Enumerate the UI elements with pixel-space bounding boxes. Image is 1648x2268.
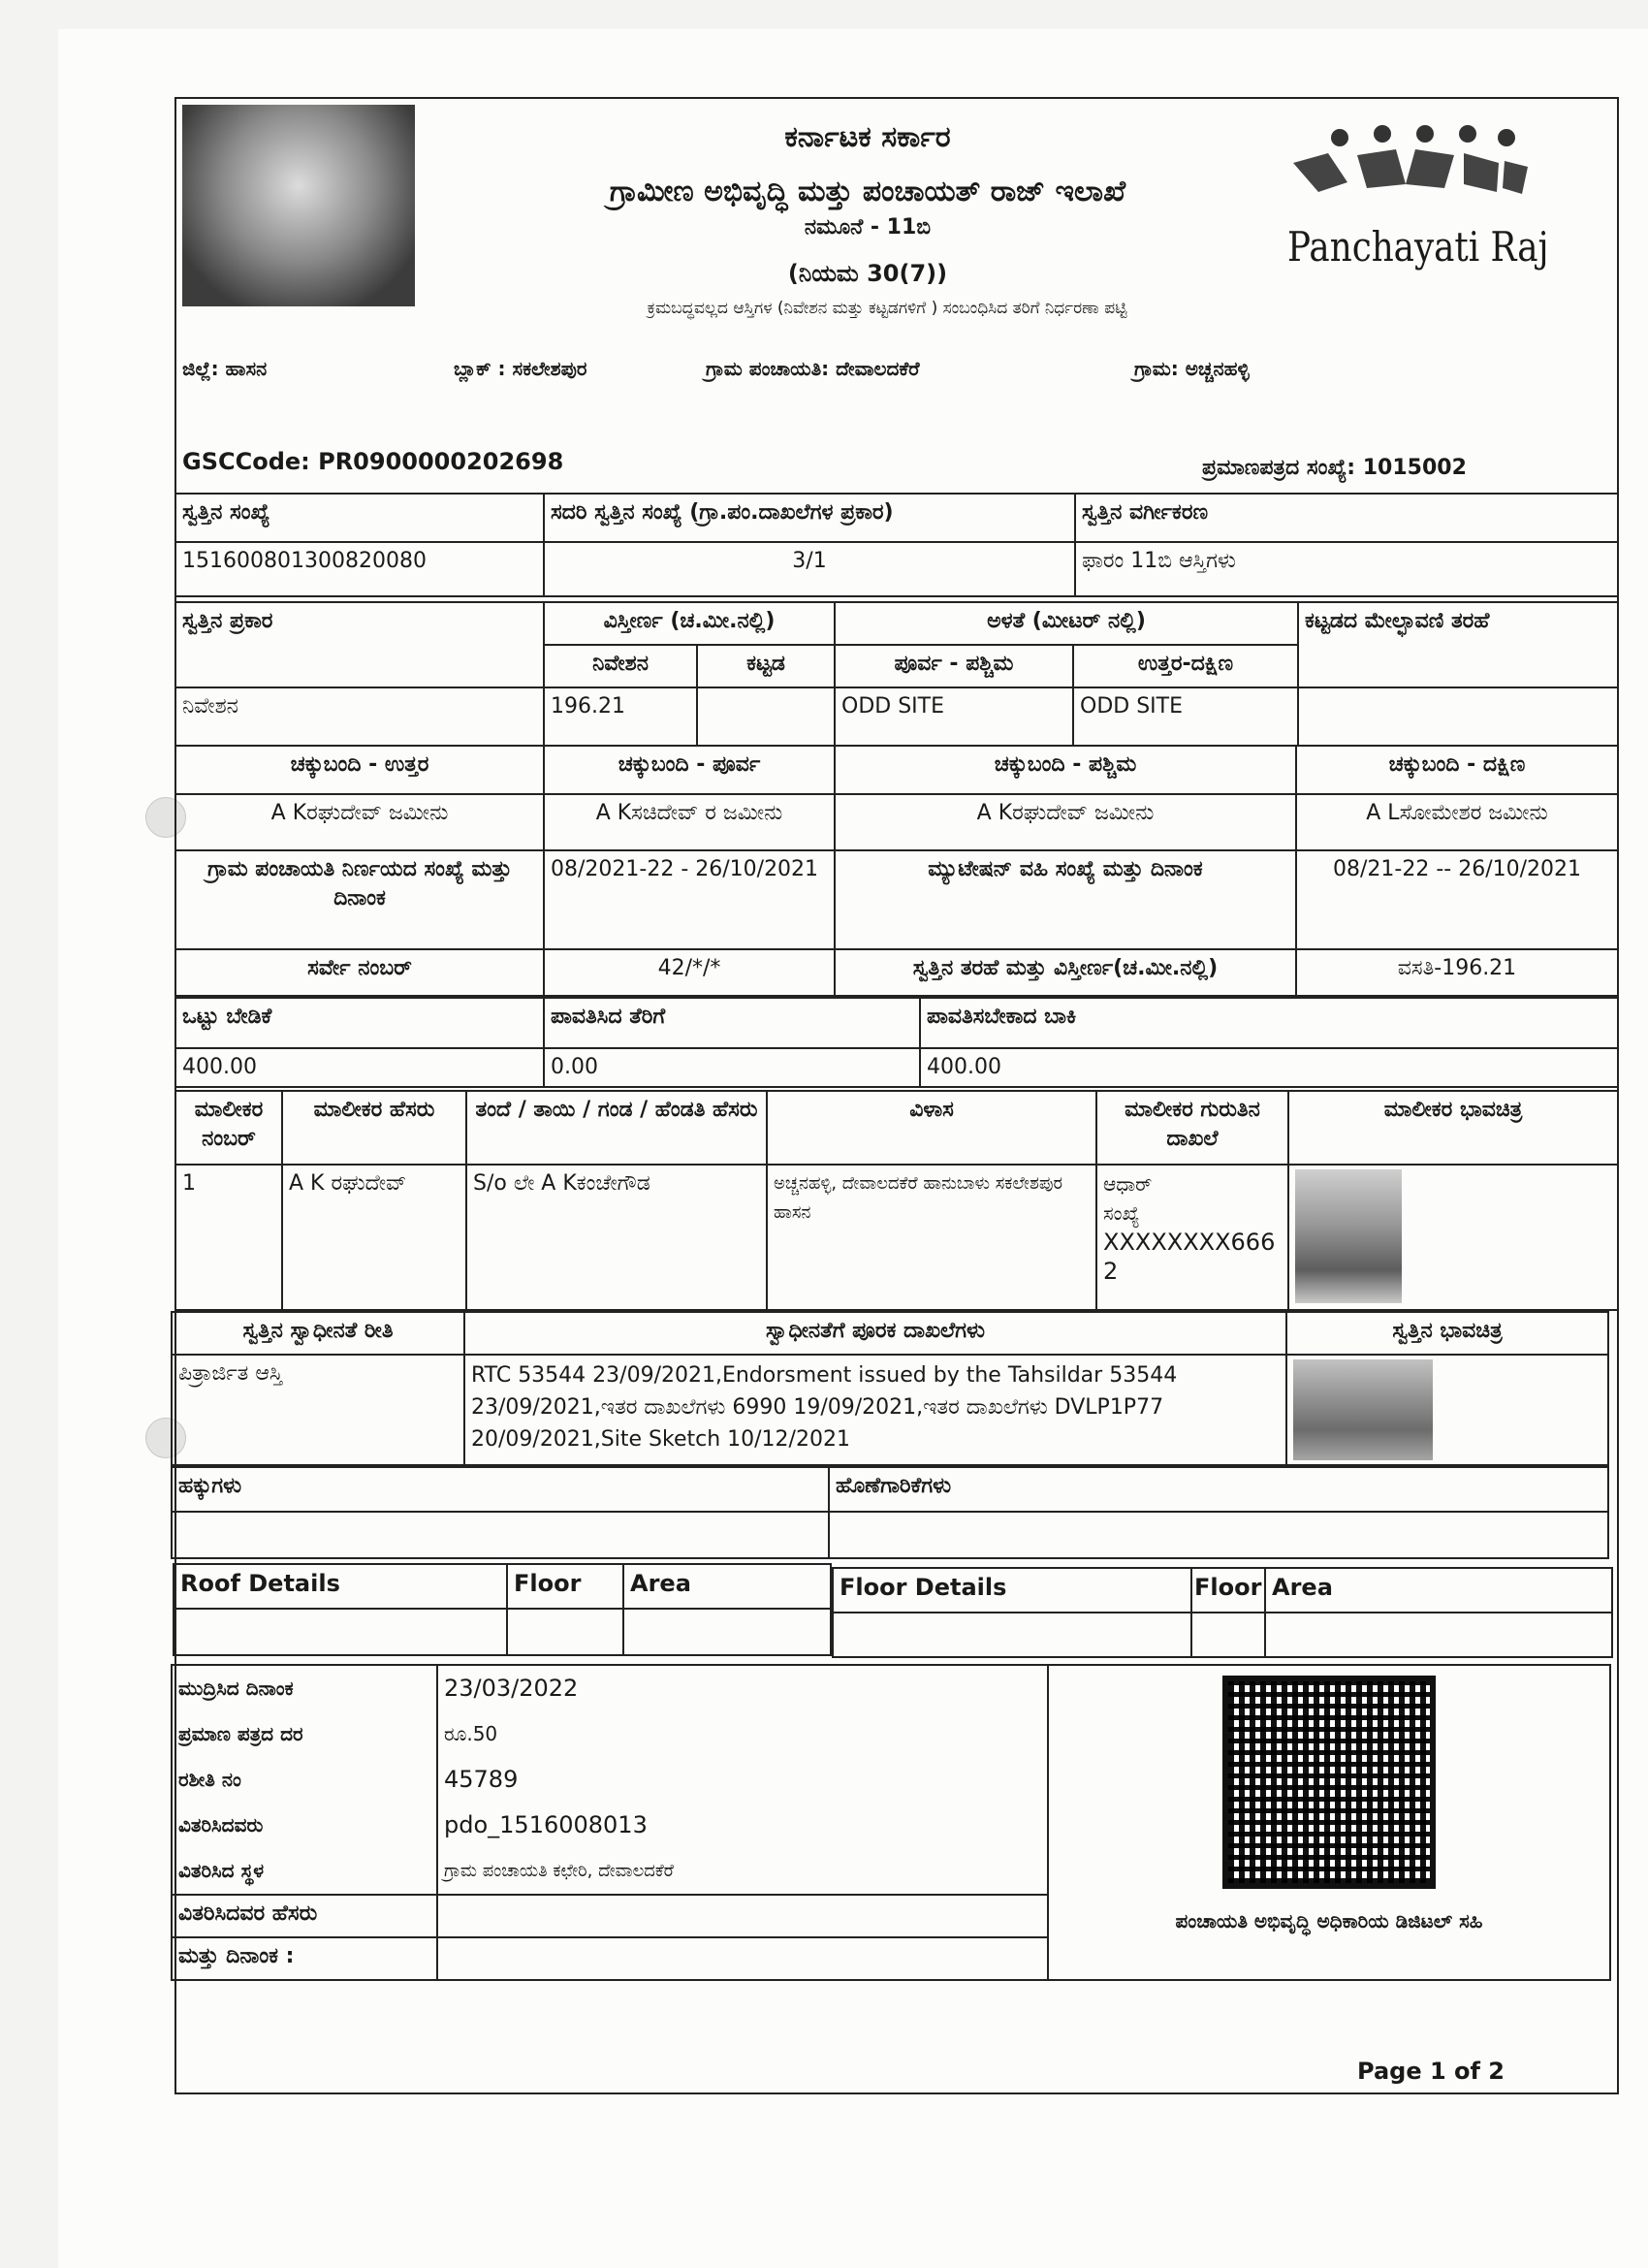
tax-paid: 0.00: [544, 1048, 920, 1087]
mutation-value: 08/21-22 -- 26/10/2021: [1296, 850, 1618, 949]
department-title: ಗ್ರಾಮೀಣ ಅಭಿವೃದ್ಧಿ ಮತ್ತು ಪಂಚಾಯತ್ ರಾಜ್ ಇಲಾಖೆ: [609, 175, 1126, 208]
owner-address: ಅಚ್ಚನಹಳ್ಳಿ, ದೇವಾಲದಕೆರೆ ಹಾನುಬಾಳು ಸಕಲೇಶಪುರ ಹಾಸನ: [767, 1165, 1096, 1310]
boundary-south: A Lಸೋಮೇಶರ ಜಮೀನು: [1296, 794, 1618, 850]
property-photo: [1293, 1359, 1433, 1460]
property-no: 151600801300820080: [175, 542, 544, 596]
balance-due: 400.00: [920, 1048, 1618, 1087]
total-demand: 400.00: [175, 1048, 544, 1087]
id-number: XXXXXXXX6662: [1103, 1229, 1276, 1285]
floor-details-label: Floor Details: [833, 1568, 1191, 1613]
property-type-label: ಸ್ವತ್ತಿನ ಪ್ರಕಾರ: [175, 602, 544, 687]
property-type-table: [174, 601, 1619, 747]
issuer-name: [437, 1895, 1048, 1937]
receipt-number: 45789: [444, 1766, 519, 1793]
site-extent: 196.21: [544, 687, 697, 746]
ownership-mode: ಪಿತ್ರಾರ್ಜಿತ ಆಸ್ತಿ: [172, 1355, 464, 1465]
owner-number: 1: [175, 1165, 282, 1310]
owner-name-label: ಮಾಲೀಕರ ಹೆಸರು: [282, 1091, 466, 1165]
resolution-label: ಗ್ರಾಮ ಪಂಚಾಯತಿ ನಿರ್ಣಯದ ಸಂಖ್ಯೆ ಮತ್ತು ದಿನಾಂಕ: [175, 850, 544, 949]
property-number-table: [174, 493, 1619, 597]
receipt-label: ರಶೀತಿ ನಂ: [178, 1768, 241, 1791]
north-south-label: ಉತ್ತರ-ದಕ್ಷಿಣ: [1073, 645, 1298, 687]
rights-table: [171, 1466, 1609, 1559]
tax-paid-label: ಪಾವತಿಸಿದ ತೆರಿಗೆ: [544, 998, 920, 1048]
rule-number: (ನಿಯಮ 30(7)): [787, 260, 948, 287]
owner-number-label: ಮಾಲೀಕರ ನಂಬರ್: [175, 1091, 282, 1165]
liabilities-label: ಹೊಣೆಗಾರಿಕೆಗಳು: [829, 1467, 1608, 1512]
karnataka-emblem-icon: [182, 105, 415, 306]
balance-due-label: ಪಾವತಿಸಬೇಕಾದ ಬಾಕಿ: [920, 998, 1618, 1048]
boundary-east-label: ಚಕ್ಕುಬಂದಿ - ಪೂರ್ವ: [544, 746, 835, 794]
fee: ರೂ.50: [444, 1722, 498, 1745]
place-label: ವಿತರಿಸಿದ ಸ್ಥಳ: [178, 1859, 265, 1882]
govt-title: ಕರ್ನಾಟಕ ಸರ್ಕಾರ: [784, 120, 951, 154]
property-no-label: ಸ್ವತ್ತಿನ ಸಂಖ್ಯೆ: [175, 494, 544, 542]
ownership-docs-label: ಸ್ವಾಧೀನತೆಗೆ ಪೂರಕ ದಾಖಲೆಗಳು: [464, 1312, 1286, 1355]
gp-property-no-label: ಸದರಿ ಸ್ವತ್ತಿನ ಸಂಖ್ಯೆ (ಗ್ರಾ.ಪಂ.ದಾಖಲೆಗಳ ಪ್ರಕಾರ): [544, 494, 1075, 542]
panchayati-raj-logo-text: Panchayati Raj: [1287, 223, 1549, 271]
taluk: ಬ್ಲಾಕ್ : ಸಕಲೇಶಪುರ: [454, 357, 587, 380]
address-label: ವಿಳಾಸ: [767, 1091, 1096, 1165]
floor-label: Floor: [1191, 1568, 1265, 1613]
north-south-dimension: ODD SITE: [1073, 687, 1298, 746]
owner-name: A K ರಘುದೇವ್: [282, 1165, 466, 1310]
issue-date: [437, 1937, 1048, 1980]
boundary-east: A Kಸಚಿದೇವ್ ರ ಜಮೀನು: [544, 794, 835, 850]
owner-photo-label: ಮಾಲೀಕರ ಭಾವಚಿತ್ರ: [1288, 1091, 1618, 1165]
roof-floor-label: Floor: [507, 1564, 623, 1609]
extent-label: ವಿಸ್ತೀರ್ಣ (ಚ.ಮೀ.ನಲ್ಲಿ): [544, 602, 835, 645]
roof-details-label: Roof Details: [174, 1564, 507, 1609]
ownership-table: [171, 1311, 1609, 1466]
boundary-south-label: ಚಕ್ಕುಬಂದಿ - ದಕ್ಷಿಣ: [1296, 746, 1618, 794]
rights-value: [172, 1512, 829, 1558]
signature-cell: [1048, 1665, 1610, 1980]
mutation-label: ಮ್ಯುಟೇಷನ್ ವಹಿ ಸಂಖ್ಯೆ ಮತ್ತು ದಿನಾಂಕ: [835, 850, 1296, 949]
roof-type: [1298, 687, 1618, 746]
floor-area-label: Area: [1265, 1568, 1612, 1613]
resolution-value: 08/2021-22 - 26/10/2021: [544, 850, 835, 949]
certificate-number: ಪ್ರಮಾಣಪತ್ರದ ಸಂಖ್ಯೆ: 1015002: [1202, 456, 1467, 480]
panchayati-raj-logo-icon: [1289, 124, 1532, 202]
survey-number: 42/*/*: [544, 949, 835, 996]
east-west-label: ಪೂರ್ವ - ಪಶ್ಚಿಮ: [835, 645, 1073, 687]
father-name-label: ತಂದೆ / ತಾಯಿ / ಗಂಡ / ಹೆಂಡತಿ ಹೆಸರು: [466, 1091, 767, 1165]
ownership-docs: RTC 53544 23/09/2021,Endorsment issued by the Tahsildar 53544 23/09/2021,ಇತರ ದಾಖಲೆಗಳು 6990 19/09/2021,ಇತರ ದಾಖಲೆಗಳು DVLP1P77 20/09/2021,Site Sketch 10/12/2021: [464, 1355, 1286, 1465]
liabilities-value: [829, 1512, 1608, 1558]
issue-date-label: ಮತ್ತು ದಿನಾಂಕ :: [172, 1937, 437, 1980]
district: ಜಿಲ್ಲೆ: ಹಾಸನ: [182, 357, 268, 380]
building-extent: [697, 687, 835, 746]
tax-table: [174, 997, 1619, 1088]
boundary-north-label: ಚಕ್ಕುಬಂದಿ - ಉತ್ತರ: [175, 746, 544, 794]
issuer-label: ವಿತರಿಸಿದವರು: [178, 1813, 264, 1837]
boundaries-table: [174, 745, 1619, 997]
issuer-name-label: ವಿತರಿಸಿದವರ ಹೆಸರು: [172, 1895, 437, 1937]
form-subtitle: ಕ್ರಮಬದ್ಧವಲ್ಲದ ಆಸ್ತಿಗಳ (ನಿವೇಶನ ಮತ್ತು ಕಟ್ಟಡಗಳಿಗೆ ) ಸಂಬಂಧಿಸಿದ ತರಿಗೆ ನಿರ್ಧರಣಾ ಪಟ್ಟಿ: [647, 299, 1127, 318]
owner-table: [174, 1090, 1619, 1311]
roof-type-label: ಕಟ್ಟಡದ ಮೇಲ್ಛಾವಣಿ ತರಹೆ: [1298, 602, 1618, 687]
property-type: ನಿವೇಶನ: [175, 687, 544, 746]
print-date-label: ಮುದ್ರಿಸಿದ ದಿನಾಂಕ: [178, 1677, 294, 1700]
fee-label: ಪ್ರಮಾಣ ಪತ್ರದ ದರ: [178, 1722, 303, 1745]
gram-panchayat: ಗ್ರಾಮ ಪಂಚಾಯತಿ: ದೇವಾಲದಕೆರೆ: [706, 357, 920, 380]
property-photo-label: ಸ್ವತ್ತಿನ ಭಾವಚಿತ್ರ: [1286, 1312, 1608, 1355]
building-label: ಕಟ್ಟಡ: [697, 645, 835, 687]
issuer: pdo_1516008013: [444, 1811, 648, 1838]
site-label: ನಿವೇಶನ: [544, 645, 697, 687]
property-use-label: ಸ್ವತ್ತಿನ ತರಹೆ ಮತ್ತು ವಿಸ್ತೀರ್ಣ(ಚ.ಮೀ.ನಲ್ಲಿ): [835, 949, 1296, 996]
owner-photo: [1295, 1169, 1402, 1303]
boundary-west: A Kರಘುದೇವ್ ಜಮೀನು: [835, 794, 1296, 850]
owner-photo-cell: [1288, 1165, 1618, 1310]
father-name: S/o ಲೇ A Kಕಂಚೇಗೌಡ: [466, 1165, 767, 1310]
east-west-dimension: ODD SITE: [835, 687, 1073, 746]
issue-place: ಗ್ರಾಮ ಪಂಚಾಯತಿ ಕಛೇರಿ, ದೇವಾಲದಕೆರೆ: [444, 1861, 674, 1881]
gsc-code: GSCCode: PR0900000202698: [182, 448, 564, 475]
floor-details-table: [832, 1567, 1613, 1658]
property-photo-cell: [1286, 1355, 1608, 1465]
total-demand-label: ಒಟ್ಟು ಬೇಡಿಕೆ: [175, 998, 544, 1048]
dimensions-label: ಅಳತೆ (ಮೀಟರ್ ನಲ್ಲಿ): [835, 602, 1298, 645]
property-use: ವಸತಿ-196.21: [1296, 949, 1618, 996]
village: ಗ್ರಾಮ: ಅಚ್ಚನಹಳ್ಳಿ: [1134, 357, 1250, 380]
form-number: ನಮೂನೆ - 11ಬಿ: [804, 215, 932, 240]
gp-property-no: 3/1: [544, 542, 1075, 596]
id-type: ಆಧಾರ್ ಸಂಖ್ಯೆ: [1103, 1172, 1153, 1225]
qr-code: [1222, 1676, 1436, 1889]
ownership-mode-label: ಸ್ವತ್ತಿನ ಸ್ವಾಧೀನತೆ ರೀತಿ: [172, 1312, 464, 1355]
roof-area-label: Area: [623, 1564, 831, 1609]
id-document: [1096, 1165, 1288, 1310]
id-document-label: ಮಾಲೀಕರ ಗುರುತಿನ ದಾಖಲೆ: [1096, 1091, 1288, 1165]
roof-details-table: [173, 1563, 832, 1656]
property-class-label: ಸ್ವತ್ತಿನ ವರ್ಗೀಕರಣ: [1075, 494, 1618, 542]
rights-label: ಹಕ್ಕುಗಳು: [172, 1467, 829, 1512]
boundary-west-label: ಚಕ್ಕುಬಂದಿ - ಪಶ್ಚಿಮ: [835, 746, 1296, 794]
page-number: Page 1 of 2: [1357, 2058, 1505, 2085]
issue-table: [171, 1664, 1611, 1981]
boundary-north: A Kರಘುದೇವ್ ಜಮೀನು: [175, 794, 544, 850]
property-class: ಫಾರಂ 11ಬಿ ಆಸ್ತಿಗಳು: [1075, 542, 1618, 596]
survey-number-label: ಸರ್ವೇ ನಂಬರ್: [175, 949, 544, 996]
print-date: 23/03/2022: [444, 1675, 579, 1702]
digital-signature-label: ಪಂಚಾಯತಿ ಅಭಿವೃದ್ಧಿ ಅಧಿಕಾರಿಯ ಡಿಜಿಟಲ್ ಸಹಿ: [1175, 1909, 1483, 1933]
